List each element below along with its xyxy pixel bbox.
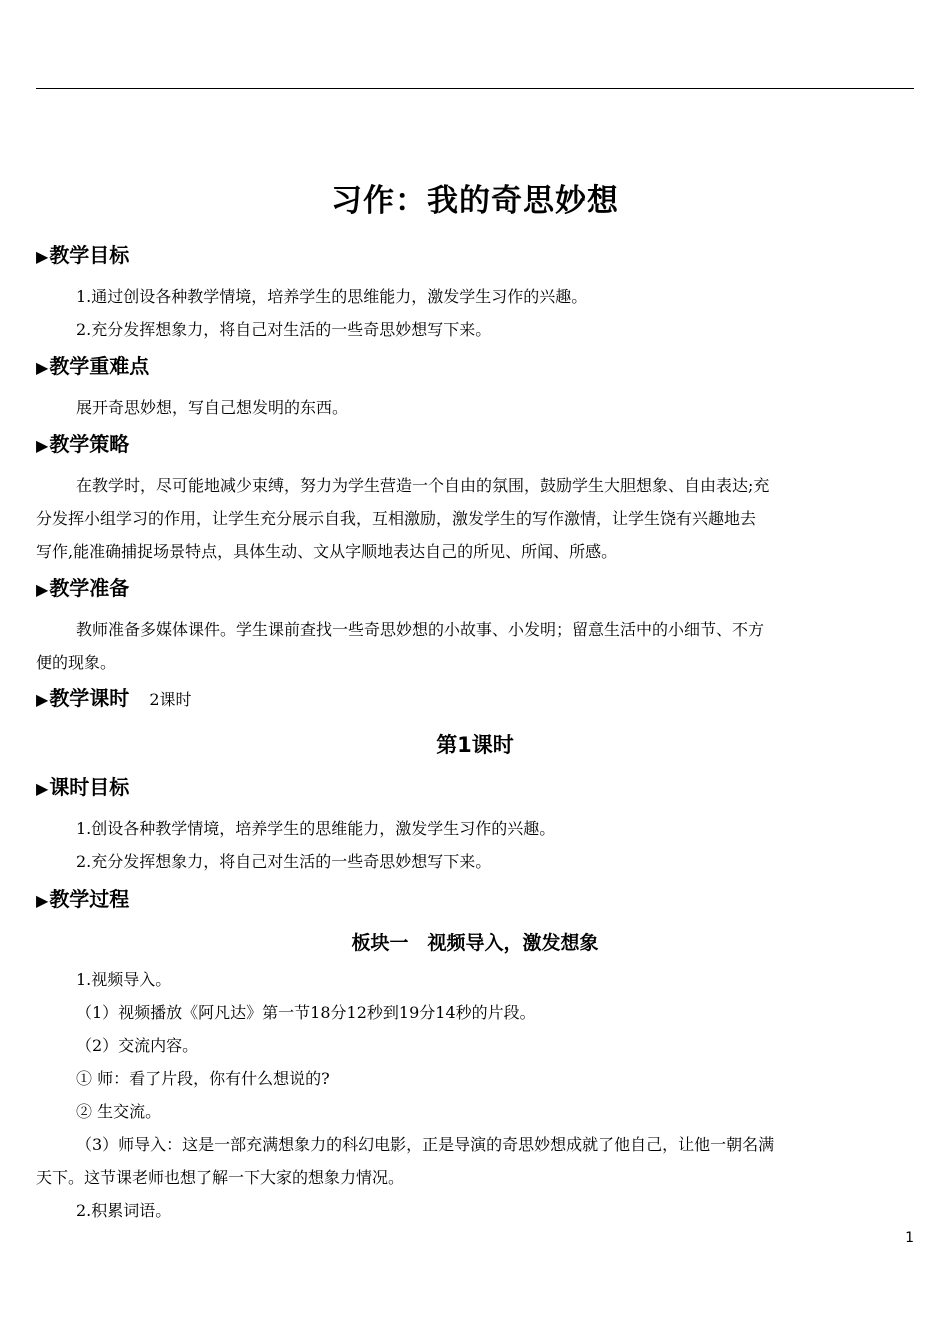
- heading-text: 教学准备: [49, 576, 130, 600]
- section-heading-process: [36, 884, 129, 916]
- header-rule: [36, 88, 914, 89]
- lesson-goals-list: [36, 812, 914, 878]
- triangle-bullet-icon: ▶: [36, 580, 49, 599]
- triangle-bullet-icon: ▶: [36, 436, 49, 455]
- heading-text: 课时目标: [49, 775, 130, 799]
- process-paragraphs: [36, 963, 914, 1227]
- heading-text: 教学策略: [49, 432, 130, 456]
- class-hours-value: 2课时: [149, 690, 192, 709]
- paragraph-line: 写作,能准确捕捉场景特点，具体生动、文从字顺地表达自己的所见、所闻、所感。: [36, 542, 618, 561]
- triangle-bullet-icon: ▶: [36, 891, 49, 910]
- paragraph-line: 天下。这节课老师也想了解一下大家的想象力情况。: [36, 1168, 405, 1187]
- section-heading-strategy: [36, 429, 129, 461]
- list-item: 2.充分发挥想象力，将自己对生活的一些奇思妙想写下来。: [76, 320, 492, 339]
- paragraph-line: （1）视频播放《阿凡达》第一节18分12秒到19分14秒的片段。: [76, 1003, 536, 1022]
- triangle-bullet-icon: ▶: [36, 247, 49, 266]
- section-heading-preparation: [36, 573, 129, 605]
- triangle-bullet-icon: ▶: [36, 779, 49, 798]
- paragraph-line: 1.视频导入。: [76, 970, 172, 989]
- paragraph-line: ② 生交流。: [76, 1102, 162, 1121]
- heading-text: 教学过程: [49, 887, 130, 911]
- document-title: 习作：我的奇思妙想: [331, 183, 619, 219]
- list-item: 2.充分发挥想象力，将自己对生活的一些奇思妙想写下来。: [76, 852, 492, 871]
- section-heading-key-points: [36, 351, 149, 383]
- list-item: 1.通过创设各种教学情境，培养学生的思维能力，激发学生习作的兴趣。: [76, 287, 588, 306]
- paragraph-line: 展开奇思妙想，写自己想发明的东西。: [76, 398, 349, 417]
- list-item: 1.创设各种教学情境，培养学生的思维能力，激发学生习作的兴趣。: [76, 819, 556, 838]
- paragraph-line: （3）师导入：这是一部充满想象力的科幻电影，正是导演的奇思妙想成就了他自己，让他一朝名满: [76, 1135, 775, 1154]
- heading-text: 教学课时: [49, 686, 130, 710]
- paragraph-line: ① 师：看了片段，你有什么想说的?: [76, 1069, 330, 1088]
- section-heading-lesson-goals: [36, 772, 129, 804]
- heading-text: 教学目标: [49, 243, 130, 267]
- key-points-paragraph: [36, 391, 914, 424]
- triangle-bullet-icon: ▶: [36, 690, 49, 709]
- block-one-title: 板块一 视频导入，激发想象: [351, 932, 599, 954]
- heading-text: 教学重难点: [49, 354, 150, 378]
- paragraph-line: 教师准备多媒体课件。学生课前查找一些奇思妙想的小故事、小发明；留意生活中的小细节、不方: [76, 620, 765, 639]
- paragraph-line: 分发挥小组学习的作用，让学生充分展示自我，互相激励，激发学生的写作激情，让学生饶有兴趣地去: [36, 509, 757, 528]
- preparation-paragraph: [36, 613, 914, 679]
- page-number: 1: [905, 1230, 914, 1246]
- strategy-paragraph: [36, 469, 914, 568]
- paragraph-line: 便的现象。: [36, 653, 117, 672]
- triangle-bullet-icon: ▶: [36, 358, 49, 377]
- paragraph-line: 在教学时，尽可能地减少束缚，努力为学生营造一个自由的氛围，鼓励学生大胆想象、自由表达;充: [76, 476, 770, 495]
- teaching-goals-list: [36, 280, 914, 346]
- section-heading-teaching-goals: [36, 240, 129, 272]
- paragraph-line: （2）交流内容。: [76, 1036, 199, 1055]
- paragraph-line: 2.积累词语。: [76, 1201, 172, 1220]
- section-heading-class-hours: [36, 683, 192, 715]
- lesson-title: 第1课时: [436, 733, 514, 757]
